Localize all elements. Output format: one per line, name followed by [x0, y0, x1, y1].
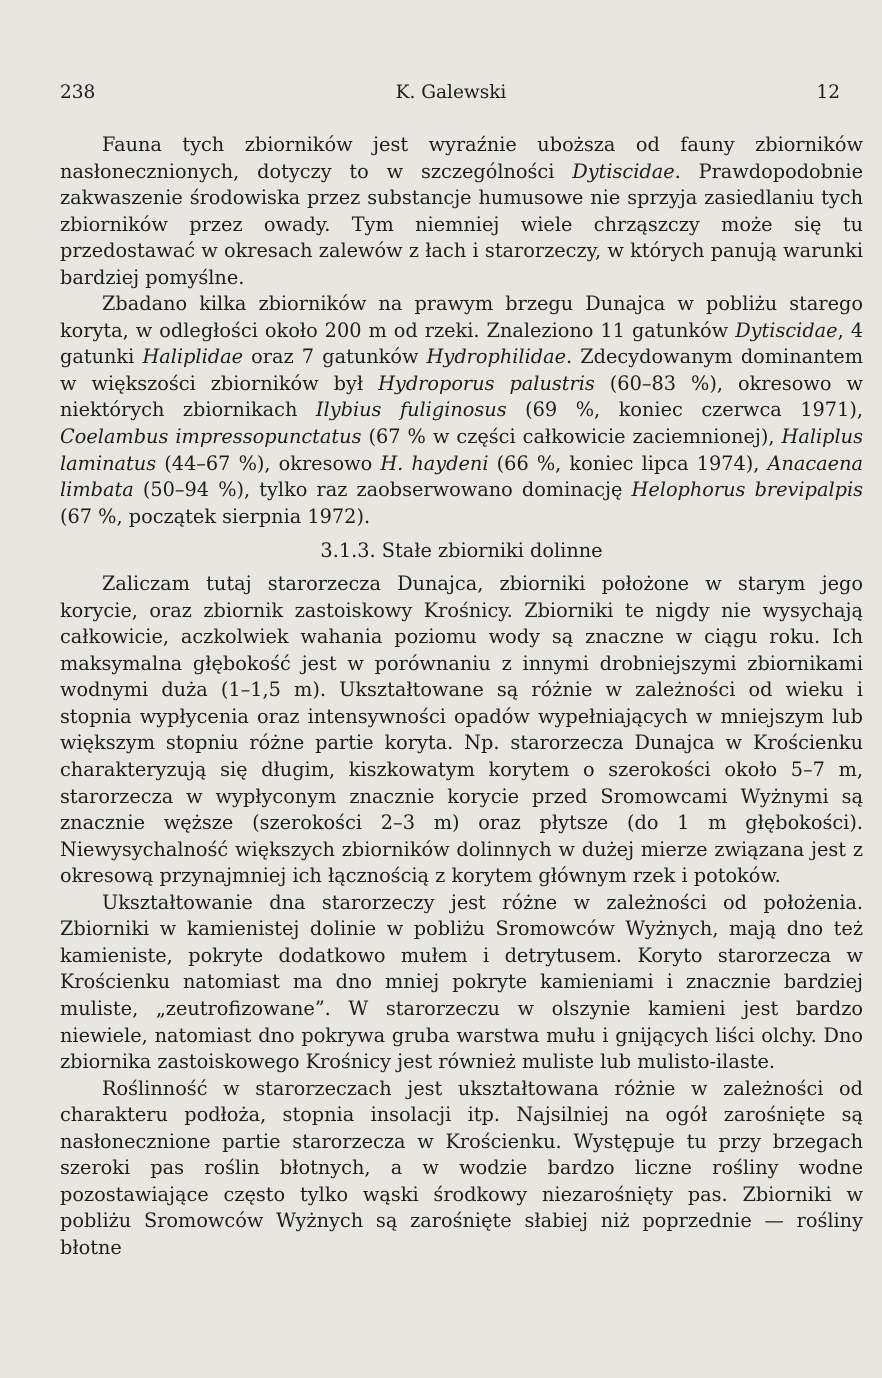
taxon-name: Hydrophilidae	[426, 345, 566, 369]
section-heading: 3.1.3. Stałe zbiorniki dolinne	[320, 539, 603, 563]
taxon-name: Coelambus impressopunctatus	[60, 425, 362, 449]
taxon-name: Dytiscidae	[735, 318, 838, 342]
taxon-name: Helophorus brevipalpis	[631, 478, 864, 502]
paragraph-3: Zaliczam tutaj starorzecza Dunajca, zbiorniki położone w starym jego korycie, oraz zbiornik zastoiskowy Krośnicy. Zbiorniki te nigdy nie wysychają całkowicie, aczkolwiek wahania poziomu wody są znaczne w ciągu roku. Ich maksymalna głębokość jest w porównaniu z innymi drobniejszymi zbiornikami wodnymi duża (1–1,5 m). Ukształtowane są różnie w zależności od wieku i stopnia wypłycenia oraz intensywności opadów wypełniających w mniejszym lub większym stopniu różne partie koryta. Np. starorzecza Dunajca w Krościenku charakteryzują się długim, kiszkowatym korytem o szerokości około 5–7 m, starorzecza w wypłyconym znacznie korycie przed Sromowcami Wyżnymi są znacznie węższe (szerokości 2–3 m) oraz płytsze (do 1 m głębokości). Niewysychalność większych zbiorników dolinnych w dużej mierze związana jest z okresową przynajmniej ich łącznością z korytem głównym rzek i potoków.	[60, 572, 863, 888]
paragraph-2: Zbadano kilka zbiorników na prawym brzegu Dunajca w pobliżu starego koryta, w odległości około 200 m od rzeki. Znaleziono 11 gatunków Dytiscidae, 4 gatunki Haliplidae oraz 7 gatunków Hydrophilidae. Zdecydowanym dominantem w większości zbiorników był Hydroporus palustris (60–83 %), okresowo w niektórych zbiornikach Ilybius fuliginosus (69 %, koniec czerwca 1971), Coelambus impressopunctatus (67 % w części całkowicie zaciemnionej), Haliplus laminatus (44–67 %), okresowo H. haydeni (66 %, koniec lipca 1974), Anacaena limbata (50–94 %), tylko raz zaobserwowano dominację Helophorus brevipalpis (67 %, początek sierpnia 1972).	[60, 292, 864, 528]
taxon-name: Haliplus laminatus	[60, 425, 863, 475]
paragraph-4: Ukształtowanie dna starorzeczy jest różne w zależności od położenia. Zbiorniki w kamienistej dolinie w pobliżu Sromowców Wyżnych, mają dno też kamieniste, pokryte dodatkowo mułem i detrytusem. Koryto starorzecza w Krościenku natomiast ma dno mniej pokryte kamieniami i znacznie bardziej muliste, „zeutrofizowane”. W starorzeczu w olszynie kamieni jest bardzo niewiele, natomiast dno pokrywa gruba warstwa mułu i gnijących liści olchy. Dno zbiornika zastoiskowego Krośnicy jest również muliste lub mulisto-ilaste.	[60, 890, 863, 1074]
page-number: 238	[60, 82, 96, 103]
paragraph-1: Fauna tych zbiorników jest wyraźnie uboższa od fauny zbiorników nasłonecznionych, dotyczy to w szczególności Dytiscidae. Prawdopodobnie zakwaszenie środowiska przez substancje humusowe nie sprzyja zasiedlaniu tych zbiorników przez owady. Tym niemniej wiele chrząszczy może się tu przedostawać w okresach zalewów z łach i starorzeczy, w których panują warunki bardziej pomyślne.	[60, 133, 863, 289]
taxon-name: Hydroporus palustris	[378, 371, 595, 395]
taxon-name: Anacaena limbata	[60, 451, 863, 502]
body-text	[60, 132, 863, 1261]
taxon-name: Ilybius fuliginosus	[315, 398, 507, 422]
taxon-name: Dytiscidae	[572, 159, 675, 183]
taxon-name: H. haydeni	[380, 451, 489, 475]
taxon-name: Haliplidae	[142, 345, 244, 369]
paragraph-5: Roślinność w starorzeczach jest ukształtowana różnie w zależności od charakteru podłoża, stopnia insolacji itp. Najsilniej na ogół zarośnięte są nasłonecznione partie starorzecza w Krościenku. Występuje tu przy brzegach szeroki pas roślin błotnych, a w wodzie bardzo liczne rośliny wodne pozostawiające często tylko wąski środkowy niezarośnięty pas. Zbiorniki w pobliżu Sromowców Wyżnych są zarośnięte słabiej niż poprzednie — rośliny błotne	[60, 1076, 863, 1259]
running-head	[60, 80, 842, 106]
fascicle-number: 12	[816, 82, 840, 103]
running-head-author: K. Galewski	[395, 82, 507, 103]
